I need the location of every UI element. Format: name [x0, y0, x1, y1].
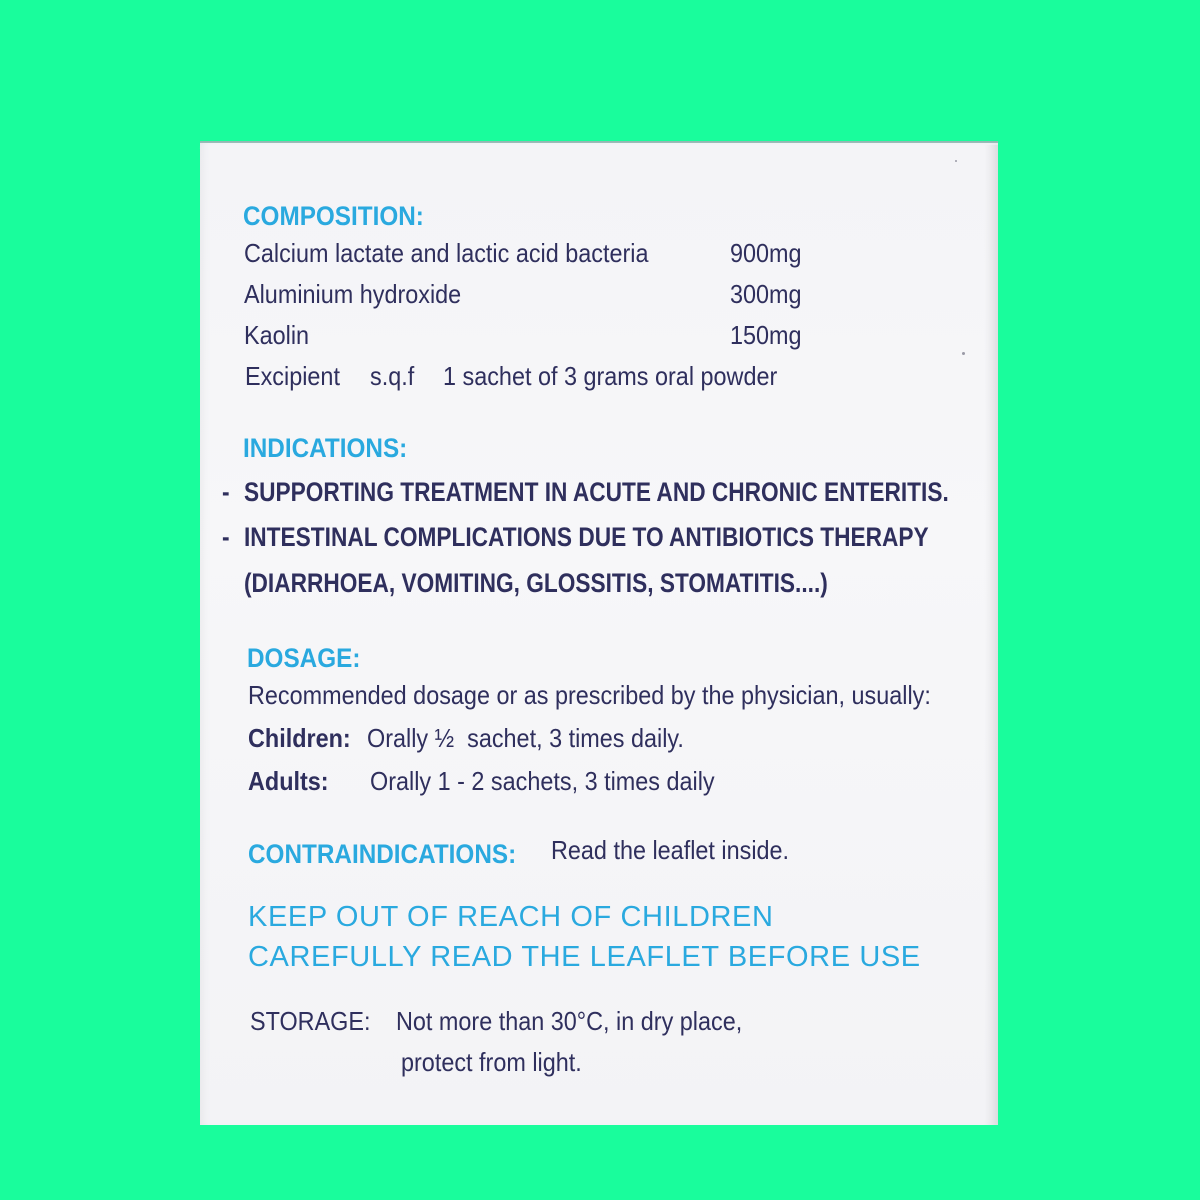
indication-item-antibiotics: INTESTINAL COMPLICATIONS DUE TO ANTIBIOTICS THERAPY: [244, 522, 929, 552]
composition-amount-aluminium-hydroxide: 300mg: [730, 279, 802, 309]
dosage-children-label: Children:: [248, 723, 351, 753]
indication-bullet: -: [222, 477, 230, 507]
storage-line1: Not more than 30°C, in dry place,: [396, 1006, 743, 1036]
storage-line2: protect from light.: [401, 1047, 582, 1077]
print-speck: [962, 352, 965, 355]
composition-ingredient-kaolin: Kaolin: [244, 320, 310, 350]
dosage-adults-label: Adults:: [248, 766, 329, 796]
storage-label: STORAGE:: [250, 1006, 371, 1036]
contraindications-text: Read the leaflet inside.: [551, 835, 790, 865]
warning-keep-out-of-reach: KEEP OUT OF REACH OF CHILDREN: [248, 901, 774, 933]
contraindications-heading: CONTRAINDICATIONS:: [248, 839, 517, 869]
dosage-heading: DOSAGE:: [247, 643, 361, 673]
composition-amount-calcium-lactate: 900mg: [730, 238, 802, 268]
indications-heading: INDICATIONS:: [243, 433, 408, 463]
dosage-children-text: Orally ½ sachet, 3 times daily.: [367, 723, 684, 753]
print-speck: [955, 160, 957, 162]
composition-heading: COMPOSITION:: [243, 201, 424, 231]
composition-amount-kaolin: 150mg: [730, 320, 802, 350]
indication-continuation: (DIARRHOEA, VOMITING, GLOSSITIS, STOMATITIS....): [244, 568, 828, 598]
composition-excipient-qualifier: s.q.f: [370, 361, 415, 391]
composition-ingredient-calcium-lactate: Calcium lactate and lactic acid bacteria: [244, 238, 649, 268]
box-right-edge: [984, 145, 998, 1125]
dosage-intro: Recommended dosage or as prescribed by the physician, usually:: [248, 680, 931, 710]
composition-excipient-label: Excipient: [245, 361, 340, 391]
indication-item-enteritis: SUPPORTING TREATMENT IN ACUTE AND CHRONIC ENTERITIS.: [244, 477, 949, 507]
dosage-adults-text: Orally 1 - 2 sachets, 3 times daily: [370, 766, 715, 796]
indication-bullet: -: [222, 522, 230, 552]
composition-excipient-text: 1 sachet of 3 grams oral powder: [443, 361, 778, 391]
warning-read-leaflet: CAREFULLY READ THE LEAFLET BEFORE USE: [248, 941, 921, 973]
composition-ingredient-aluminium-hydroxide: Aluminium hydroxide: [244, 279, 462, 309]
